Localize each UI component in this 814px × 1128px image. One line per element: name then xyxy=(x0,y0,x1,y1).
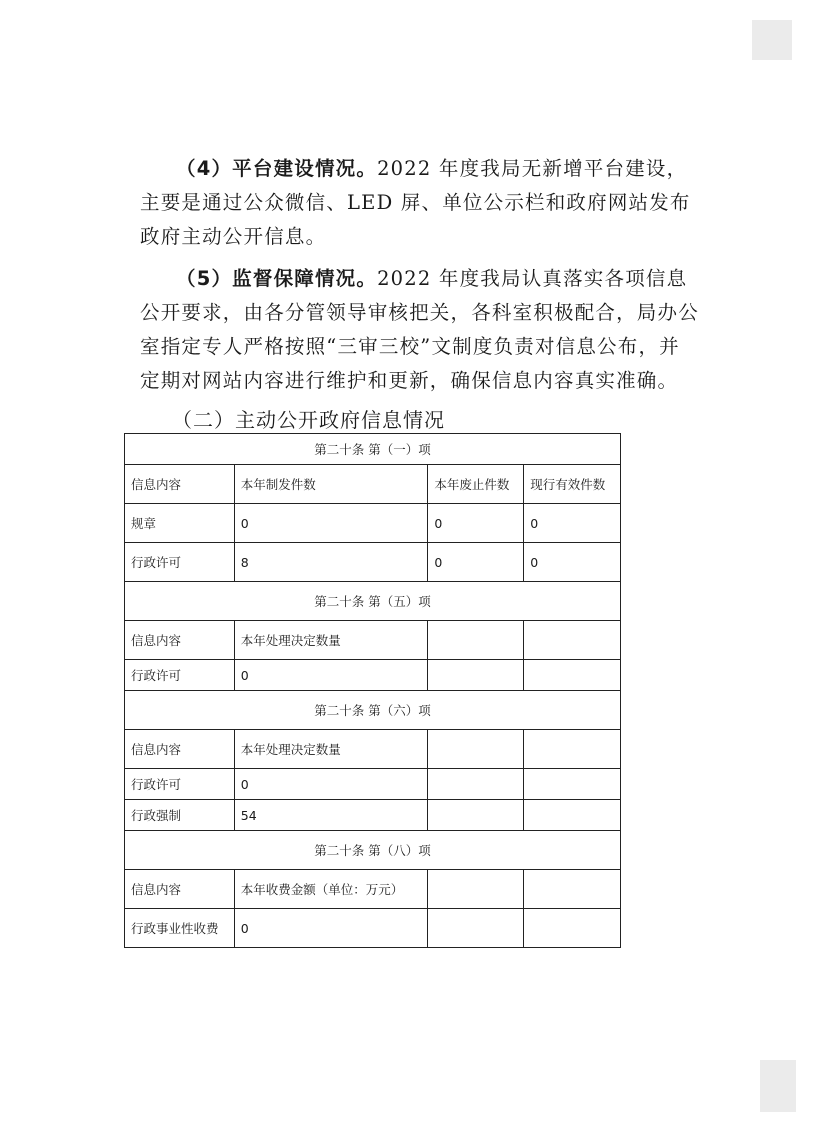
table-row xyxy=(125,504,621,543)
table-cell: 行政事业性收费 xyxy=(125,909,235,948)
section-title-row xyxy=(125,691,621,730)
header-cell: 现行有效件数 xyxy=(524,465,621,504)
table-cell: 0 xyxy=(234,909,428,948)
table-row xyxy=(125,660,621,691)
table-cell: 0 xyxy=(428,504,524,543)
table-cell: 0 xyxy=(234,504,428,543)
paragraph-lead: （5）监督保障情况。 xyxy=(176,267,378,290)
header-cell: 本年收费金额（单位：万元） xyxy=(234,870,428,909)
empty-cell xyxy=(428,769,524,800)
table-cell: 54 xyxy=(234,800,428,831)
section-title: 第二十条 第（五）项 xyxy=(125,582,621,621)
scan-shadow-top-right xyxy=(752,20,792,60)
empty-cell xyxy=(428,909,524,948)
empty-cell xyxy=(524,730,621,769)
empty-cell xyxy=(428,730,524,769)
table-cell: 0 xyxy=(428,543,524,582)
empty-cell xyxy=(524,660,621,691)
section-heading: （二）主动公开政府信息情况 xyxy=(172,408,445,432)
header-cell: 信息内容 xyxy=(125,870,235,909)
empty-cell xyxy=(524,909,621,948)
table-row xyxy=(125,769,621,800)
table-header-row xyxy=(125,465,621,504)
table-cell: 行政强制 xyxy=(125,800,235,831)
scan-shadow-bottom-right xyxy=(760,1060,796,1112)
empty-cell xyxy=(524,769,621,800)
table-header-row xyxy=(125,870,621,909)
paragraph-lead: （4）平台建设情况。 xyxy=(176,157,378,180)
empty-cell xyxy=(428,660,524,691)
header-cell: 本年制发件数 xyxy=(234,465,428,504)
table-row xyxy=(125,909,621,948)
table-cell: 0 xyxy=(234,660,428,691)
table-cell: 行政许可 xyxy=(125,660,235,691)
empty-cell xyxy=(524,800,621,831)
empty-cell xyxy=(428,621,524,660)
table-cell: 行政许可 xyxy=(125,769,235,800)
paragraph-platform-construction xyxy=(140,152,700,254)
table-cell: 8 xyxy=(234,543,428,582)
section-title: 第二十条 第（八）项 xyxy=(125,831,621,870)
paragraph-body: 2022 年度我局认真落实各项信息公开要求，由各分管领导审核把关，各科室积极配合，局办公室指定专人严格按照“三审三校”文制度负责对信息公布，并定期对网站内容进行维护和更新，确保信息内容真实准确。 xyxy=(140,267,699,392)
header-cell: 信息内容 xyxy=(125,730,235,769)
section-title-row xyxy=(125,582,621,621)
section-title-row xyxy=(125,831,621,870)
empty-cell xyxy=(524,621,621,660)
empty-cell xyxy=(524,870,621,909)
table-header-row xyxy=(125,621,621,660)
header-cell: 本年废止件数 xyxy=(428,465,524,504)
header-cell: 本年处理决定数量 xyxy=(234,621,428,660)
table-cell: 行政许可 xyxy=(125,543,235,582)
empty-cell xyxy=(428,800,524,831)
table-row xyxy=(125,543,621,582)
header-cell: 信息内容 xyxy=(125,465,235,504)
header-cell: 本年处理决定数量 xyxy=(234,730,428,769)
header-cell: 信息内容 xyxy=(125,621,235,660)
table-cell: 0 xyxy=(524,504,621,543)
paragraph-body: 2022 年度我局无新增平台建设，主要是通过公众微信、LED 屏、单位公示栏和政府网站发布政府主动公开信息。 xyxy=(140,157,691,248)
table-row xyxy=(125,800,621,831)
section-title: 第二十条 第（一）项 xyxy=(125,434,621,465)
empty-cell xyxy=(428,870,524,909)
table-header-row xyxy=(125,730,621,769)
table-cell: 0 xyxy=(234,769,428,800)
table-cell: 0 xyxy=(524,543,621,582)
section-title-row xyxy=(125,434,621,465)
paragraph-supervision xyxy=(140,262,700,398)
disclosure-table xyxy=(124,433,621,948)
table-cell: 规章 xyxy=(125,504,235,543)
section-title: 第二十条 第（六）项 xyxy=(125,691,621,730)
